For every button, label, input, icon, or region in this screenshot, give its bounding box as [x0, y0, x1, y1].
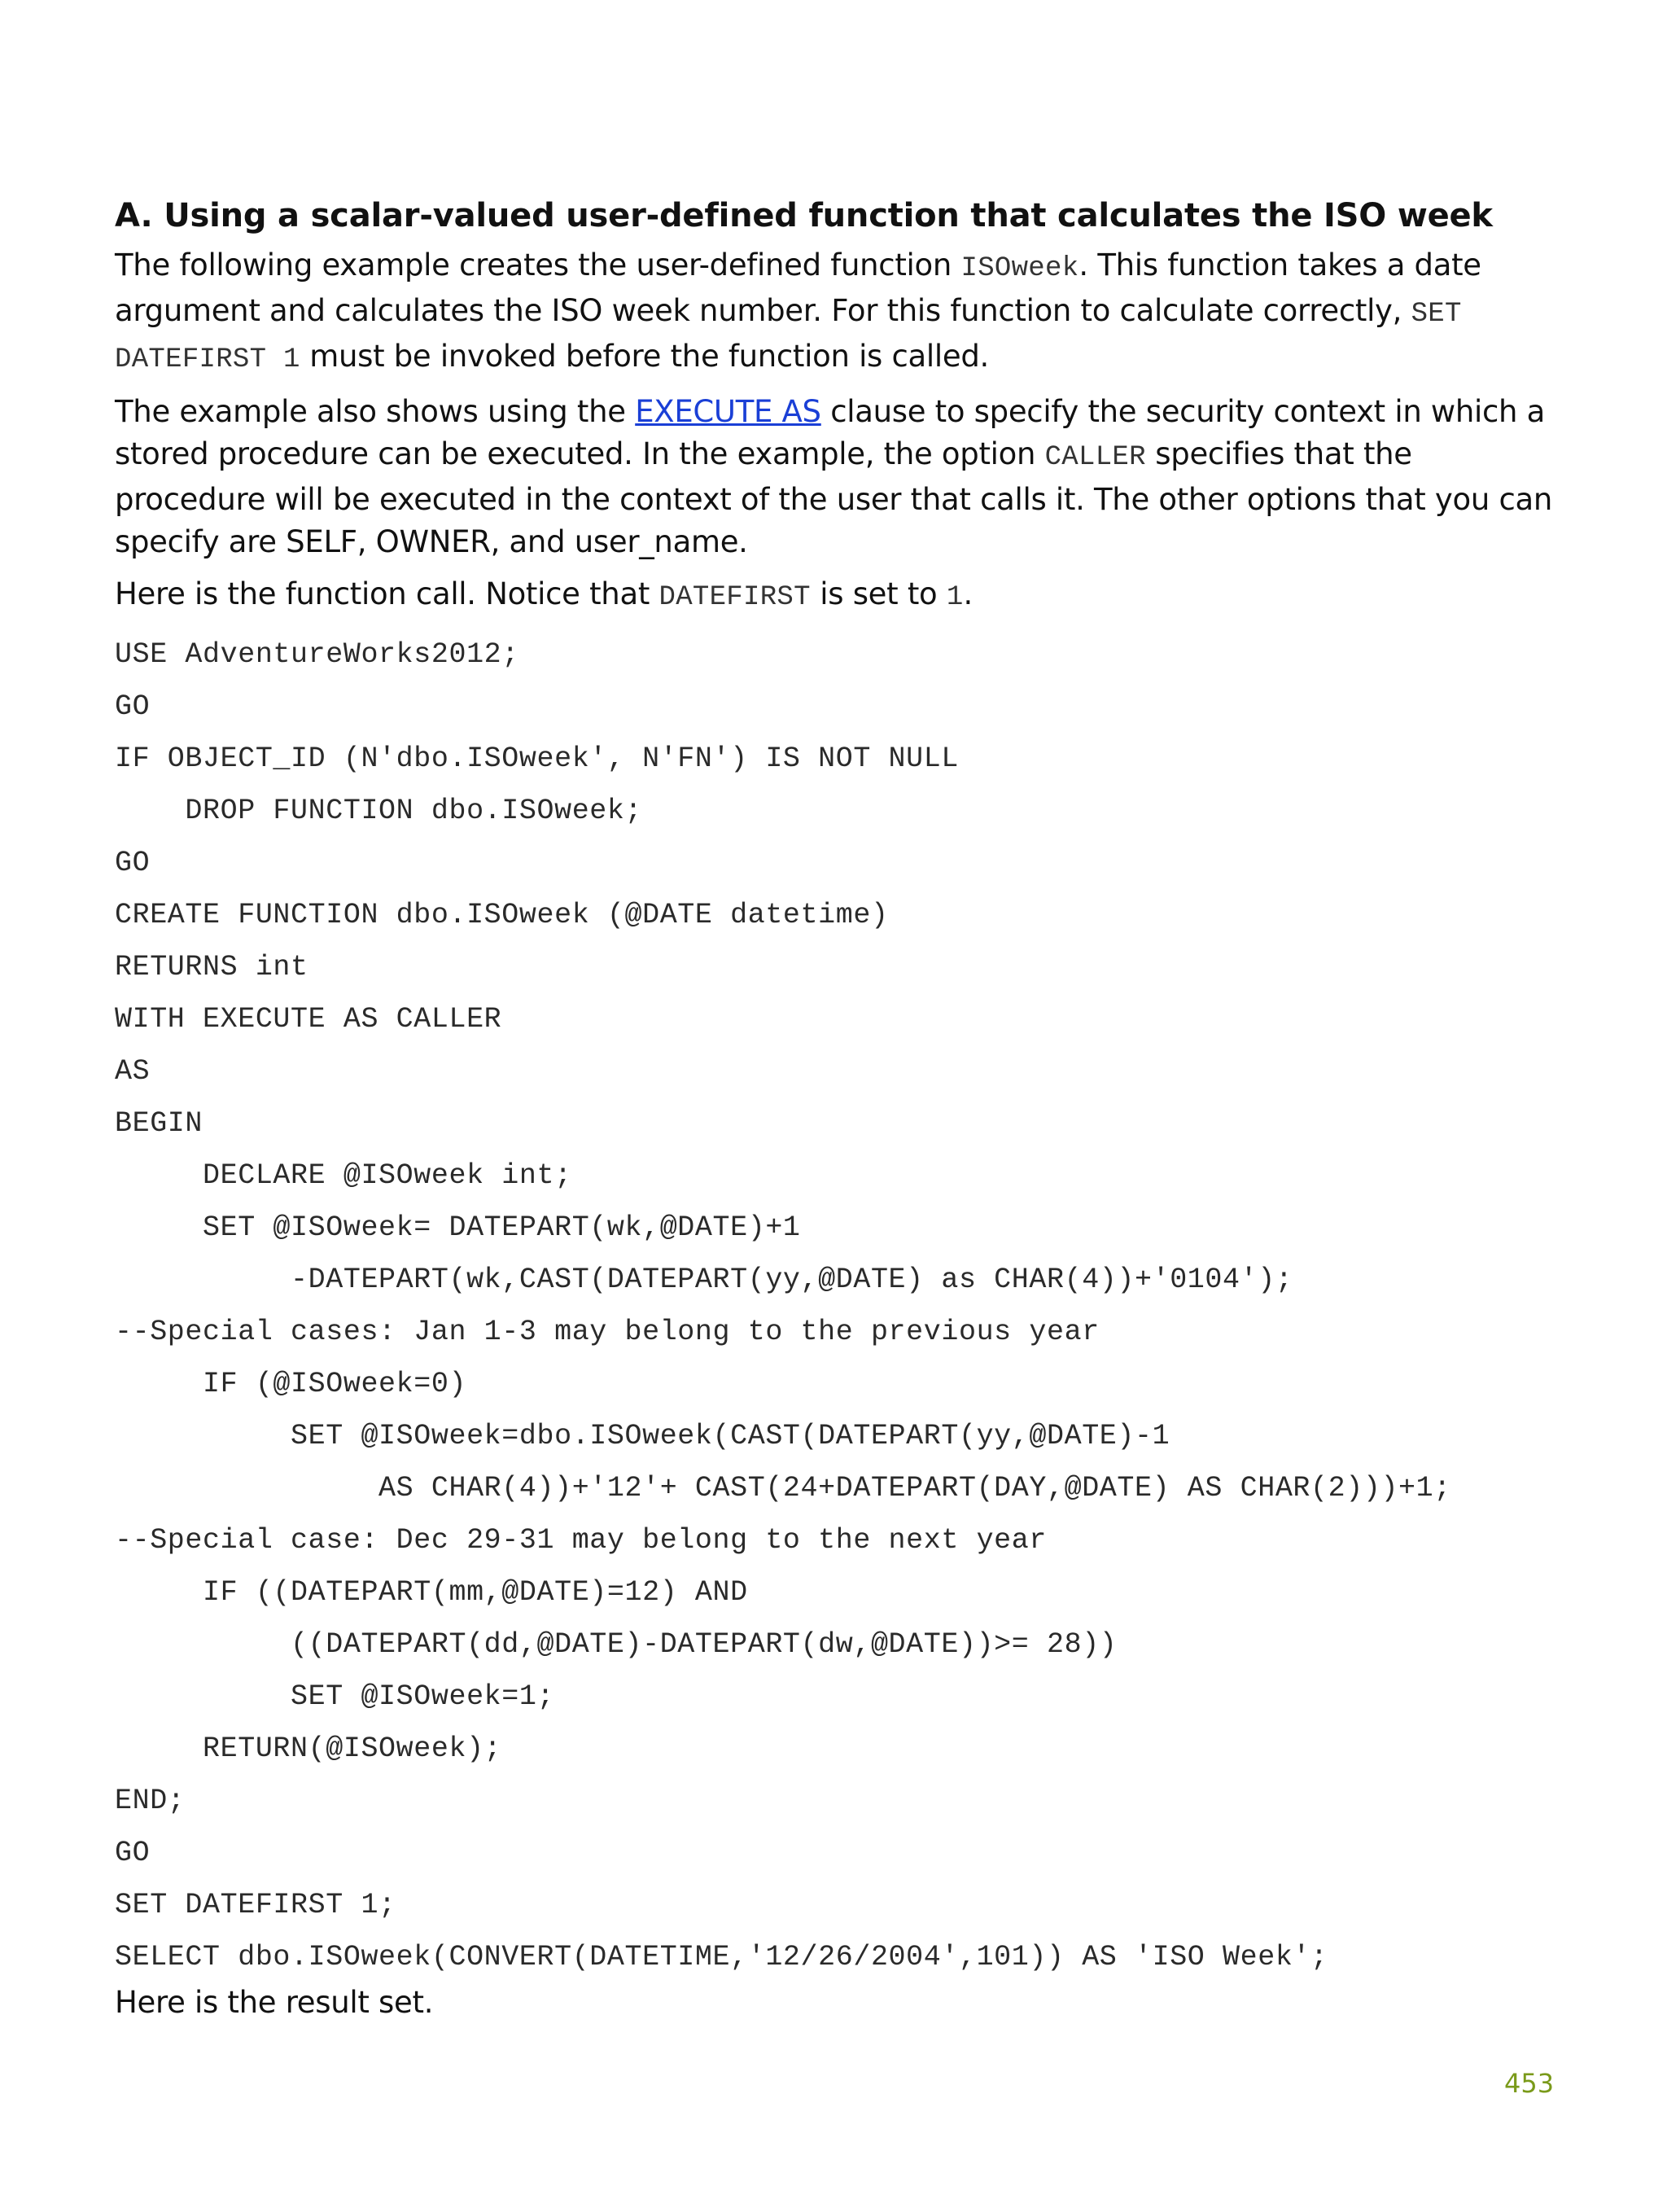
code-block	[115, 629, 1564, 1983]
code-line: BEGIN	[115, 1107, 203, 1140]
call-text-3: .	[963, 576, 974, 611]
code-line: END;	[115, 1785, 186, 1817]
code-line: --Special cases: Jan 1-3 may belong to the previous year	[115, 1316, 1100, 1348]
call-text-2: is set to	[810, 576, 947, 611]
page-number: 453	[1504, 2068, 1555, 2099]
code-line: RETURNS int	[115, 951, 308, 983]
code-line: AS CHAR(4))+'12'+ CAST(24+DATEPART(DAY,@DATE) AS CHAR(2)))+1;	[115, 1472, 1451, 1505]
code-line: SET DATEFIRST 1;	[115, 1889, 396, 1921]
code-line: IF OBJECT_ID (N'dbo.ISOweek', N'FN') IS NOT NULL	[115, 742, 959, 775]
code-line: WITH EXECUTE AS CALLER	[115, 1003, 502, 1036]
code-line: SELECT dbo.ISOweek(CONVERT(DATETIME,'12/26/2004',101)) AS 'ISO Week';	[115, 1941, 1328, 1973]
execute-as-link[interactable]: EXECUTE AS	[635, 394, 821, 429]
execute-text-1: The example also shows using the	[115, 394, 636, 429]
code-line: SET @ISOweek=dbo.ISOweek(CAST(DATEPART(yy,@DATE)-1	[115, 1420, 1170, 1452]
code-line: GO	[115, 1837, 151, 1869]
inline-code-datefirst: DATEFIRST	[658, 582, 811, 613]
code-line: IF (@ISOweek=0)	[115, 1368, 467, 1400]
code-line: DECLARE @ISOweek int;	[115, 1159, 572, 1192]
code-line: SET @ISOweek= DATEPART(wk,@DATE)+1	[115, 1211, 801, 1244]
code-line: --Special case: Dec 29-31 may belong to the next year	[115, 1524, 1047, 1557]
code-line: SET @ISOweek=1;	[115, 1680, 555, 1713]
intro-text-3: must be invoked before the function is called.	[300, 339, 989, 374]
code-line: RETURN(@ISOweek);	[115, 1732, 502, 1765]
intro-paragraph	[115, 244, 1564, 381]
code-line: USE AdventureWorks2012;	[115, 638, 519, 671]
inline-code-caller: CALLER	[1044, 442, 1146, 473]
intro-text-2: . This function takes a date argument and calculates the ISO week number. For this function to calculate correctly,	[115, 247, 1481, 328]
code-line: DROP FUNCTION dbo.ISOweek;	[115, 795, 643, 827]
code-line: CREATE FUNCTION dbo.ISOweek (@DATE datetime)	[115, 899, 889, 931]
inline-code-isoweek: ISOweek	[960, 253, 1079, 284]
code-line: GO	[115, 847, 151, 879]
inline-code-set-datefirst: SET DATEFIRST 1	[115, 299, 1462, 375]
code-line: ((DATEPART(dd,@DATE)-DATEPART(dw,@DATE))>= 28))	[115, 1628, 1118, 1661]
execute-text-3: specifies that the procedure will be executed in the context of the user that calls it. The other options that you can specify are SELF, OWNER, and user_name.	[115, 436, 1553, 559]
code-line: GO	[115, 690, 151, 723]
document-page	[115, 192, 1564, 2034]
inline-code-one: 1	[946, 582, 964, 613]
code-line: IF ((DATEPART(mm,@DATE)=12) AND	[115, 1576, 748, 1609]
result-set-caption: Here is the result set.	[115, 1985, 434, 2020]
call-text-1: Here is the function call. Notice that	[115, 576, 659, 611]
intro-text-1: The following example creates the user-defined function	[115, 247, 961, 283]
execute-text-2: clause to specify the security context in which a stored procedure can be executed. In the example, the option	[115, 394, 1546, 471]
function-call-paragraph	[115, 573, 1564, 619]
code-line: -DATEPART(wk,CAST(DATEPART(yy,@DATE) as CHAR(4))+'0104');	[115, 1264, 1293, 1296]
code-line: AS	[115, 1055, 151, 1088]
execute-as-paragraph	[115, 391, 1564, 563]
section-heading: A. Using a scalar-valued user-defined function that calculates the ISO week	[115, 197, 1493, 234]
